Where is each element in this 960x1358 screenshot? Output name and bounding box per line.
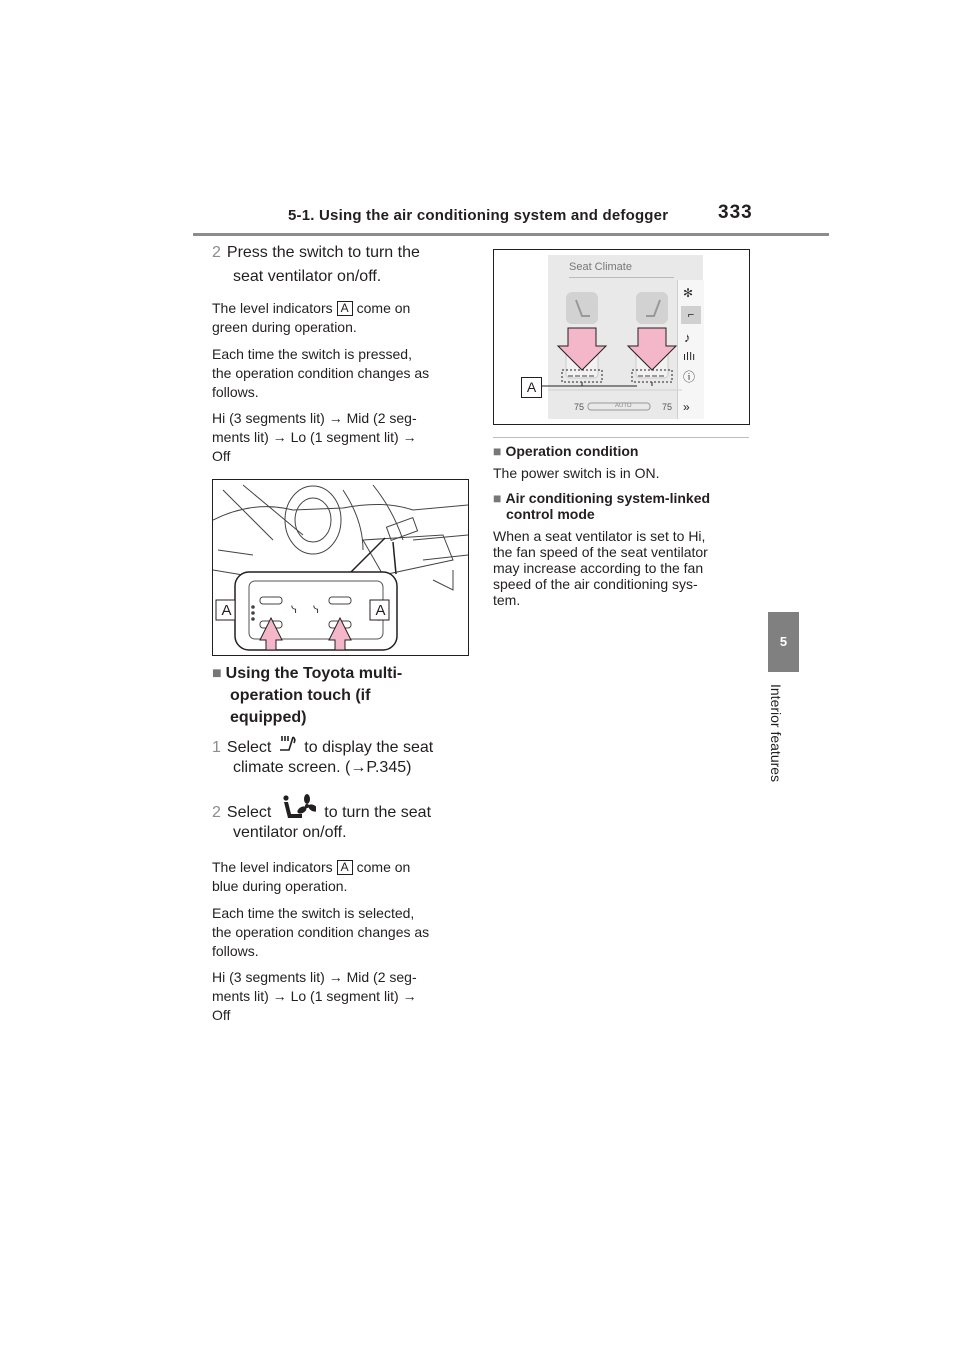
text: Operation condition	[505, 443, 639, 459]
svg-text:ᓭ: ᓭ	[291, 605, 298, 616]
linked-mode-line-5: tem.	[493, 592, 521, 608]
header-rule	[193, 233, 829, 236]
text: come on	[356, 300, 411, 316]
heading-toyota-touch-line-2: operation touch (if	[230, 687, 371, 704]
label-a-screen: A	[521, 377, 542, 398]
square-bullet-icon: ■	[493, 443, 502, 459]
auto-label: AUTO	[615, 403, 632, 409]
level-indicator-2-line-1	[212, 859, 410, 876]
substep-1-line-2: climate screen. (→P.345)	[233, 759, 412, 776]
chapter-tab: 5	[768, 612, 799, 672]
text: Select	[226, 804, 272, 822]
music-note-icon: ♪	[684, 330, 691, 345]
text: Air conditioning system-linked	[505, 490, 711, 506]
level-indicator-line-2: green during operation.	[212, 319, 357, 335]
page-number: 333	[718, 202, 753, 223]
chapter-title-text: Interior features	[768, 684, 784, 783]
text: to display the seat	[304, 739, 434, 757]
label-a-box: A	[337, 301, 353, 316]
sequence-line-2: ments lit) → Lo (1 segment lit) →	[212, 429, 417, 445]
linked-mode-line-2: the fan speed of the seat ventilator	[493, 544, 708, 560]
step-number: 1	[212, 739, 221, 757]
section-title: 5-1. Using the air conditioning system and defogger	[288, 207, 669, 224]
each-time-2-line-2: the operation condition changes as	[212, 924, 430, 940]
each-time-line-3: follows.	[212, 384, 259, 400]
text: Using the Toyota multi-	[225, 665, 403, 682]
each-time-2-line-3: follows.	[212, 943, 259, 959]
each-time-line-2: the operation condition changes as	[212, 365, 430, 381]
level-indicator-line-1	[212, 300, 410, 317]
column-separator	[493, 437, 749, 438]
text: come on	[356, 859, 411, 875]
fan-icon: ✻	[683, 286, 694, 300]
sequence-2-line-1: Hi (3 segments lit) → Mid (2 seg-	[212, 969, 417, 985]
chevron-double-right-icon: »	[683, 400, 690, 414]
sequence-2-line-3: Off	[212, 1007, 231, 1023]
heading-toyota-touch-line-1	[212, 663, 402, 685]
label-a-right: A	[375, 602, 386, 619]
square-bullet-icon: ■	[493, 490, 502, 506]
screen-title: Seat Climate	[569, 261, 632, 273]
step-number: 2	[212, 804, 221, 822]
linked-mode-line-1: When a seat ventilator is set to Hi,	[493, 528, 706, 544]
text: The level indicators	[212, 300, 333, 316]
step-2-line-2: seat ventilator on/off.	[233, 268, 382, 285]
operation-condition-text: The power switch is in ON.	[493, 465, 660, 481]
seat-climate-figure	[493, 249, 750, 425]
substep-2-line-2: ventilator on/off.	[233, 824, 347, 841]
step-2-line-1	[212, 241, 420, 265]
text: to turn the seat	[324, 804, 432, 822]
svg-text:ᓭ: ᓭ	[313, 605, 320, 616]
info-icon: ⓘ	[683, 370, 696, 384]
label-a-box: A	[337, 860, 353, 875]
chapter-title	[766, 684, 800, 804]
seat-icon: ⌐	[681, 306, 701, 324]
label-a-left: A	[221, 602, 232, 619]
temp-right: 75	[662, 402, 673, 412]
console-figure	[212, 479, 469, 656]
each-time-line-1: Each time the switch is pressed,	[212, 346, 412, 362]
step-text: Press the switch to turn the	[226, 244, 420, 261]
each-time-2-line-1: Each time the switch is selected,	[212, 905, 415, 921]
linked-mode-line-3: may increase according to the fan	[493, 560, 704, 576]
sequence-line-3: Off	[212, 448, 231, 464]
text: Select	[226, 739, 272, 757]
console-illustration	[213, 480, 468, 655]
linked-mode-line-4: speed of the air conditioning sys-	[493, 576, 698, 592]
text: The level indicators	[212, 859, 333, 875]
heading-linked-mode-line-2: control mode	[506, 506, 595, 522]
sequence-line-1: Hi (3 segments lit) → Mid (2 seg-	[212, 410, 417, 426]
heading-toyota-touch-line-3: equipped)	[230, 709, 307, 726]
heading-linked-mode-line-1	[493, 490, 710, 506]
level-indicator-2-line-2: blue during operation.	[212, 878, 348, 894]
square-bullet-icon: ■	[212, 665, 222, 682]
equalizer-icon: ıllı	[683, 350, 696, 363]
temp-left: 75	[574, 402, 585, 412]
sequence-2-line-2: ments lit) → Lo (1 segment lit) →	[212, 988, 417, 1004]
step-number: 2	[212, 244, 221, 261]
heading-operation-condition	[493, 443, 638, 459]
